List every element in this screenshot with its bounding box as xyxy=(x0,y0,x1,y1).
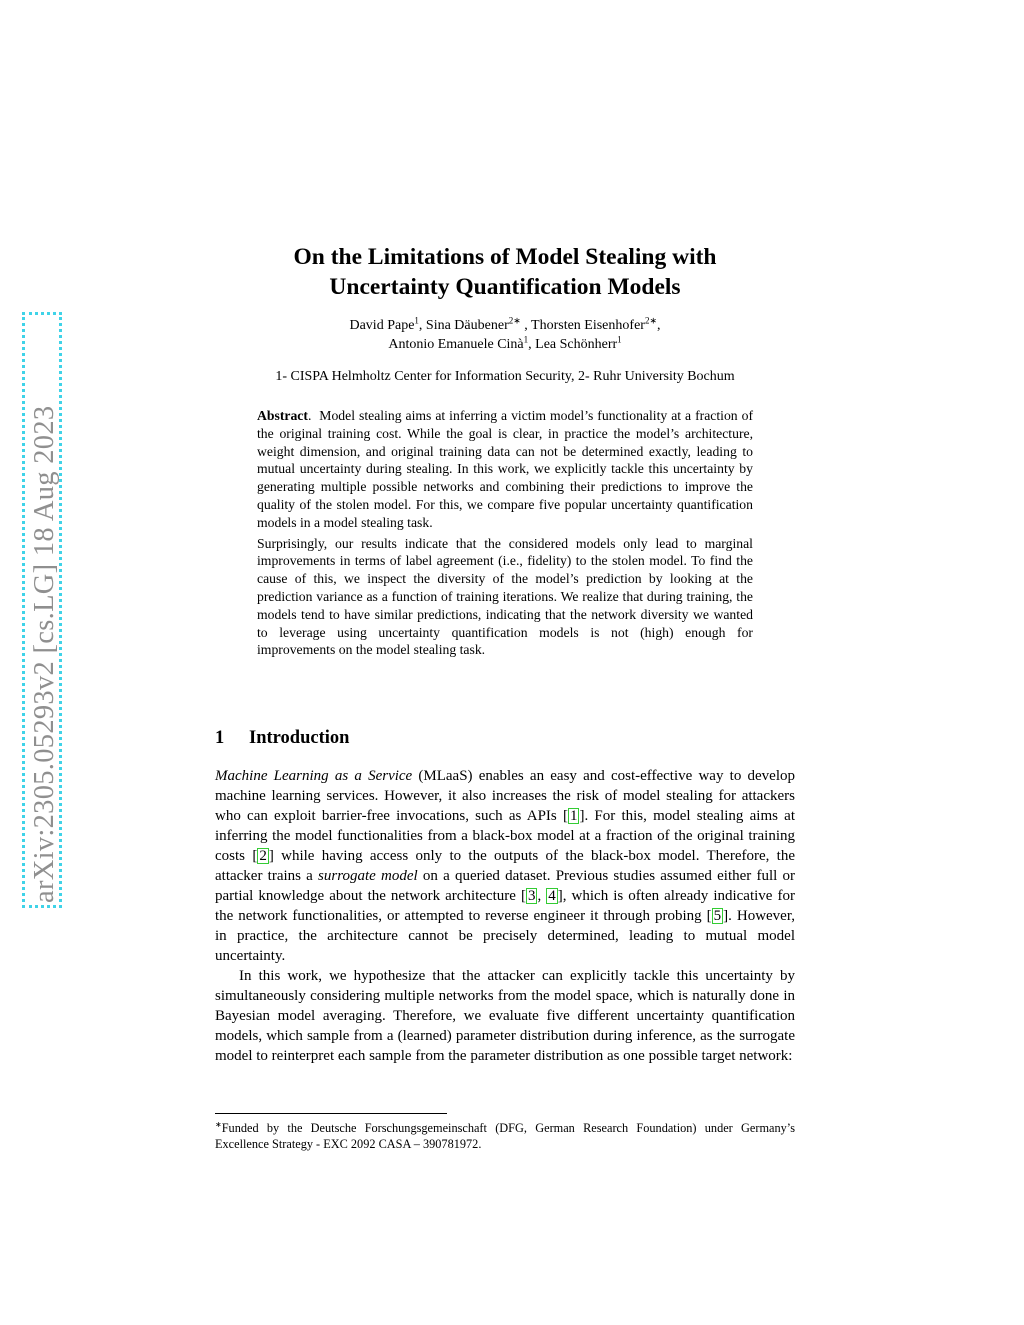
introduction-body xyxy=(215,766,795,1066)
abstract-text: Model stealing aims at inferring a victim model’s functionality at a fraction of the original training cost. While the goal is clear, in practice the model’s architecture, weight dimension, and original training data can not be determined exactly, leading to mutual uncertainty during stealing. In this work, we explicitly tackle this uncertainty by generating multiple possible networks and combining their predictions to improve the quality of the stolen model. For this, we compare five popular uncertainty quantification models in a model stealing task. xyxy=(257,408,754,530)
author-affil-mark: 2∗ xyxy=(644,315,657,326)
title-line-2: Uncertainty Quantification Models xyxy=(329,274,681,300)
intro-paragraph-1: Machine Learning as a Service (MLaaS) enables an easy and cost-effective way to develop machine learning services. However, it also increases the risk of model stealing for attackers who can exploit barrier-free invocations, such as APIs [ 1 ]. For this, model stealing aims at inferring the model functionalities from a black-box model at a fraction of the original training costs [ 2 ] while having access only to the outputs of the black-box model. Therefore, the attacker trains a surrogate model on a queried dataset. Previous studies assumed either full or partial knowledge about the network architecture [ 3 , 4 ], which is often already indicative for the network functionalities, or attempted to reverse engineer it through probing [ 5 ]. However, in practice, the architecture cannot be precisely determined, leading to mutual model uncertainty. xyxy=(215,768,795,964)
arxiv-stamp-frame xyxy=(22,312,62,908)
abstract-paragraph-2: Surprisingly, our results indicate that the considered models only lead to marginal improvements in terms of label agreement (i.e., fidelity) to the stolen model. To find the cause of this, we inspect the diversity of the model’s prediction by looking at the prediction variance as a function of training iterations. We realize that during training, the models tend to have similar predictions, indicating that the network diversity we wanted to leverage using uncertainty quantification models is not (high) enough for improvements on the model stealing task. xyxy=(257,535,753,658)
author-name: Antonio Emanuele Cinà xyxy=(388,337,524,352)
section-heading xyxy=(215,727,349,749)
abstract xyxy=(257,407,753,659)
author-separator: , xyxy=(657,318,661,333)
footnote-mark: ∗ xyxy=(215,1120,222,1129)
title-line-1: On the Limitations of Model Stealing with xyxy=(293,244,717,270)
author-name: Sina Däubener xyxy=(425,318,509,333)
abstract-label: Abstract xyxy=(257,408,308,423)
citation-link[interactable]: 1 xyxy=(569,808,578,824)
author-separator: , xyxy=(528,337,536,352)
author-list xyxy=(215,316,795,354)
text-run: . However, in practice, the architecture cannot be precisely determined, leading to mutual model uncertainty. xyxy=(215,908,795,964)
author-affil-mark: 1 xyxy=(523,334,529,345)
section-number: 1 xyxy=(215,728,225,748)
text-run: . For this, model stealing aims at inferring the model functionalities from a black-box model at a fraction of the original training costs xyxy=(215,808,795,864)
citation-link[interactable]: 3 xyxy=(527,888,536,904)
affiliations: 1- CISPA Helmholtz Center for Information Security, 2- Ruhr University Bochum xyxy=(275,369,735,384)
arxiv-stamp[interactable]: arXiv:2305.05293v2 [cs.LG] 18 Aug 2023 xyxy=(29,405,60,903)
author-separator: , xyxy=(418,318,426,333)
author-name: David Pape xyxy=(349,318,415,333)
intro-paragraph-2: In this work, we hypothesize that the attacker can explicitly tackle this uncertainty by simultaneously considering multiple networks from the model space, which is naturally done in Bayesian model averaging. Therefore, we evaluate five different uncertainty quantification models, which sample from a (learned) parameter distribution during inference, as the surrogate model to reinterpret each sample from the parameter distribution as one possible target network: xyxy=(215,968,795,1064)
author-separator: , xyxy=(520,318,532,333)
text-run: while having access only to the outputs of the black-box model. Therefore, the attacker trains a xyxy=(215,848,795,884)
emphasis: surrogate model xyxy=(318,868,418,884)
citation-separator: , xyxy=(537,888,547,904)
footnote-rule xyxy=(215,1113,447,1114)
author-name: Thorsten Eisenhofer xyxy=(531,318,645,333)
citation-link[interactable]: 2 xyxy=(259,848,267,864)
text-run: (MLaaS) enables an easy and cost-effective way to develop machine learning services. However, it also increases the risk of model stealing for attackers who can exploit barrier-free invocations, such as APIs xyxy=(215,768,795,824)
citation-link[interactable]: 4 xyxy=(548,888,556,904)
text-run: , which is often already indicative for the network functionalities, or attempted to reverse engineer it through probing xyxy=(215,888,795,924)
citation-link[interactable]: 5 xyxy=(713,908,722,924)
emphasis: Machine Learning as a Service xyxy=(215,768,413,784)
section-title: Introduction xyxy=(249,728,350,748)
text-run: on a queried dataset. Previous studies assumed either full or partial knowledge about the network architecture xyxy=(215,868,795,904)
footnote-text: Funded by the Deutsche Forschungsgemeinschaft (DFG, German Research Foundation) under Germany’s Excellence Strategy - EXC 2092 CASA – 390781972. xyxy=(215,1121,795,1152)
author-affil-mark: 1 xyxy=(414,315,419,326)
author-affil-mark: 2∗ xyxy=(508,315,521,326)
abstract-paragraph-1: Abstract. Model stealing aims at inferring a victim model’s functionality at a fraction of the original training cost. While the goal is clear, in practice the model’s architecture, weight dimension, and original training data can not be determined exactly, leading to mutual uncertainty during stealing. In this work, we explicitly tackle this uncertainty by generating multiple possible networks and combining their predictions to improve the quality of the stolen model. For this, we compare five popular uncertainty quantification models in a model stealing task. xyxy=(257,408,754,530)
author-affil-mark: 1 xyxy=(617,334,622,345)
paper-title xyxy=(215,242,795,302)
author-name: Lea Schönherr xyxy=(535,337,618,352)
footnote xyxy=(215,1117,795,1152)
